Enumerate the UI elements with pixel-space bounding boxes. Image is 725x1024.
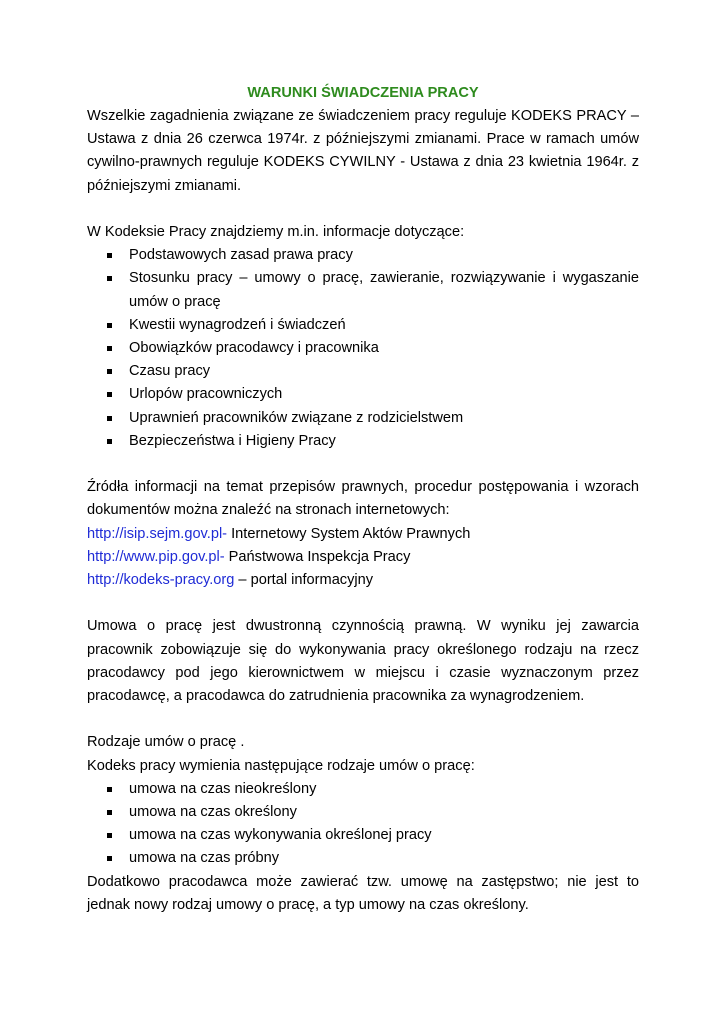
umowa-definition: Umowa o pracę jest dwustronną czynnością prawną. W wyniku jej zawarcia pracownik zobowiązuje się do wykonywania pracy określonego rodzaju na rzecz pracodawcy pod jego kierownictwem w miejscu i czasie wyznaczonym przez pracodawcę, a pracodawca do zatrudnienia pracownika za wynagrodzeniem. <box>87 618 639 705</box>
list-item: umowa na czas wykonywania określonej pracy <box>87 824 639 847</box>
spacer <box>87 198 639 221</box>
list-item: Urlopów pracowniczych <box>87 383 639 406</box>
contract-types-list <box>87 778 639 871</box>
list-item: Bezpieczeństwa i Higieny Pracy <box>87 430 639 453</box>
spacer <box>87 592 639 615</box>
square-bullet-icon <box>107 253 112 258</box>
square-bullet-icon <box>107 787 112 792</box>
square-bullet-icon <box>107 346 112 351</box>
rodzaje-intro: Kodeks pracy wymienia następujące rodzaje umów o pracę: <box>87 757 475 774</box>
list-item: umowa na czas próbny <box>87 847 639 870</box>
closing-paragraph: Dodatkowo pracodawca może zawierać tzw. umowę na zastępstwo; nie jest to jednak nowy rodzaj umowy o pracę, a typ umowy na czas określony. <box>87 873 639 913</box>
spacer <box>87 453 639 476</box>
square-bullet-icon <box>107 323 112 328</box>
square-bullet-icon <box>107 810 112 815</box>
source-line-kodeks <box>87 569 639 592</box>
list-item: Stosunku pracy – umowy o pracę, zawieranie, rozwiązywanie i wygaszanie umów o pracę <box>87 267 639 313</box>
square-bullet-icon <box>107 439 112 444</box>
pip-description: Państwowa Inspekcja Pracy <box>224 548 411 565</box>
rodzaje-heading: Rodzaje umów o pracę . <box>87 734 245 751</box>
document-page <box>87 82 639 917</box>
document-title: WARUNKI ŚWIADCZENIA PRACY <box>247 85 479 101</box>
list-item: Kwestii wynagrodzeń i świadczeń <box>87 314 639 337</box>
list-item: Czasu pracy <box>87 360 639 383</box>
kodeks-pracy-link[interactable]: http://kodeks-pracy.org <box>87 572 235 589</box>
list-item: Uprawnień pracowników związane z rodzicielstwem <box>87 407 639 430</box>
square-bullet-icon <box>107 392 112 397</box>
square-bullet-icon <box>107 276 112 281</box>
isap-link[interactable]: http://isip.sejm.gov.pl- <box>87 525 228 542</box>
kodeks-topic-list <box>87 244 639 453</box>
square-bullet-icon <box>107 833 112 838</box>
square-bullet-icon <box>107 416 112 421</box>
list-item: Obowiązków pracodawcy i pracownika <box>87 337 639 360</box>
list-item: umowa na czas określony <box>87 801 639 824</box>
list-item: umowa na czas nieokreślony <box>87 778 639 801</box>
kodeks-pracy-description: – portal informacyjny <box>234 572 374 589</box>
list-item: Podstawowych zasad prawa pracy <box>87 244 639 267</box>
isap-description: Internetowy System Aktów Prawnych <box>227 525 471 542</box>
pip-link[interactable]: http://www.pip.gov.pl- <box>87 548 225 565</box>
sources-intro: Źródła informacji na temat przepisów prawnych, procedur postępowania i wzorach dokumentów można znaleźć na stronach internetowych: <box>87 479 639 519</box>
square-bullet-icon <box>107 369 112 374</box>
source-line-pip <box>87 546 639 569</box>
square-bullet-icon <box>107 856 112 861</box>
intro-paragraph: Wszelkie zagadnienia związane ze świadczeniem pracy reguluje KODEKS PRACY – Ustawa z dnia 26 czerwca 1974r. z późniejszymi zmianami. Prace w ramach umów cywilno-prawnych reguluje KODEKS CYWILNY - Ustawa z dnia 23 kwietnia 1964r. z późniejszymi zmianami. <box>87 108 639 194</box>
kodeks-intro: W Kodeksie Pracy znajdziemy m.in. informacje dotyczące: <box>87 224 465 240</box>
source-line-isap <box>87 523 639 546</box>
spacer <box>87 708 639 731</box>
